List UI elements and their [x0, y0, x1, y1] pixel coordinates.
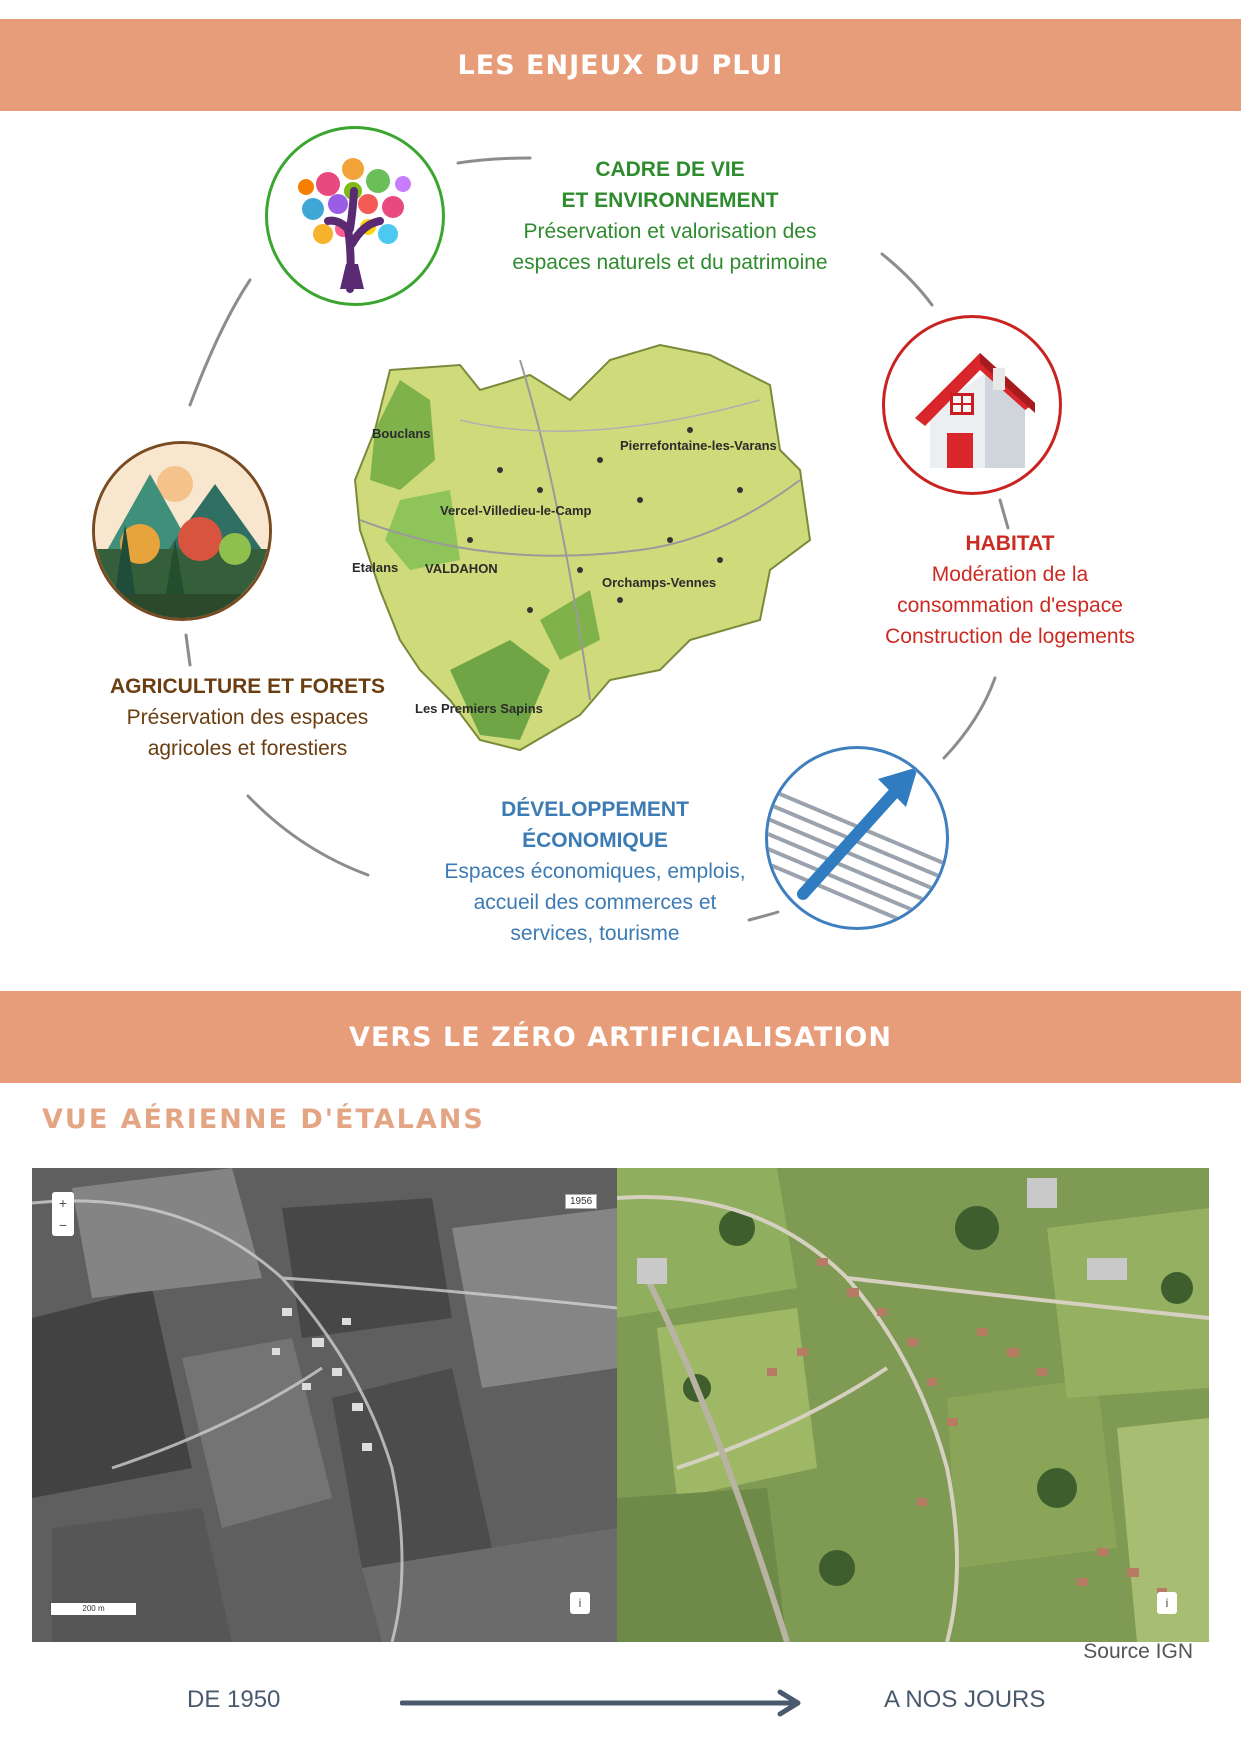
- map-town-label: VALDAHON: [425, 561, 498, 576]
- theme-habitat: [850, 528, 1170, 652]
- timeline-start-label: DE 1950: [187, 1686, 281, 1713]
- timeline-arrow-icon: [400, 1688, 805, 1718]
- aerial-photo-1950: [32, 1168, 617, 1642]
- house-icon-circle: [882, 315, 1062, 495]
- tree-icon: [268, 129, 442, 303]
- map-town-label: Orchamps-Vennes: [602, 575, 717, 590]
- info-button[interactable]: i: [570, 1592, 590, 1614]
- theme-title: AGRICULTURE ET FORETS: [110, 675, 385, 698]
- map-town-label: Etalans: [352, 560, 399, 575]
- tree-icon-circle: [265, 126, 445, 306]
- aerial-subtitle: VUE AÉRIENNE D'ÉTALANS: [42, 1104, 485, 1135]
- theme-economie: [395, 794, 795, 949]
- theme-desc-line2: accueil des commerces et: [473, 891, 717, 914]
- aerial-photo-today: [617, 1168, 1209, 1642]
- zoom-control[interactable]: [52, 1192, 74, 1236]
- theme-desc-line1: Préservation des espaces: [126, 706, 369, 729]
- house-icon: [885, 318, 1059, 492]
- section-title: VERS LE ZÉRO ARTIFICIALISATION: [349, 1021, 892, 1053]
- photo-source: Source IGN: [1083, 1640, 1193, 1663]
- forest-icon-circle: [92, 441, 272, 621]
- map-town-label: Pierrefontaine-les-Varans: [620, 438, 777, 453]
- theme-title-line1: CADRE DE VIE: [595, 158, 745, 181]
- section-header-zan: [0, 991, 1241, 1083]
- theme-desc-line2: consommation d'espace: [897, 594, 1123, 617]
- theme-desc-line1: Modération de la: [931, 563, 1089, 586]
- section-header-enjeux: [0, 19, 1241, 111]
- timeline-end-label: A NOS JOURS: [884, 1686, 1046, 1713]
- info-button[interactable]: i: [1157, 1592, 1177, 1614]
- theme-desc-line1: Préservation et valorisation des: [523, 220, 817, 243]
- map-town-label: Vercel-Villedieu-le-Camp: [440, 503, 592, 518]
- theme-desc-line3: services, tourisme: [510, 922, 680, 945]
- theme-cadre-de-vie: [470, 154, 870, 278]
- scale-bar: 200 m: [50, 1602, 137, 1616]
- theme-desc-line2: espaces naturels et du patrimoine: [512, 251, 828, 274]
- zoom-out-button[interactable]: −: [58, 1217, 68, 1233]
- theme-title-line1: DÉVELOPPEMENT: [501, 798, 689, 821]
- forest-icon: [95, 444, 269, 618]
- territory-map: [340, 340, 840, 760]
- theme-desc-line2: agricoles et forestiers: [147, 737, 348, 760]
- map-town-label: Les Premiers Sapins: [415, 701, 543, 716]
- year-badge: 1956: [565, 1194, 597, 1209]
- theme-desc-line1: Espaces économiques, emplois,: [444, 860, 746, 883]
- map-town-label: Bouclans: [372, 426, 431, 441]
- theme-title: HABITAT: [965, 532, 1055, 555]
- theme-title-line2: ÉCONOMIQUE: [522, 829, 668, 852]
- section-title: LES ENJEUX DU PLUI: [457, 49, 784, 81]
- zoom-in-button[interactable]: +: [58, 1195, 68, 1211]
- theme-title-line2: ET ENVIRONNEMENT: [561, 189, 779, 212]
- theme-desc-line3: Construction de logements: [885, 625, 1135, 648]
